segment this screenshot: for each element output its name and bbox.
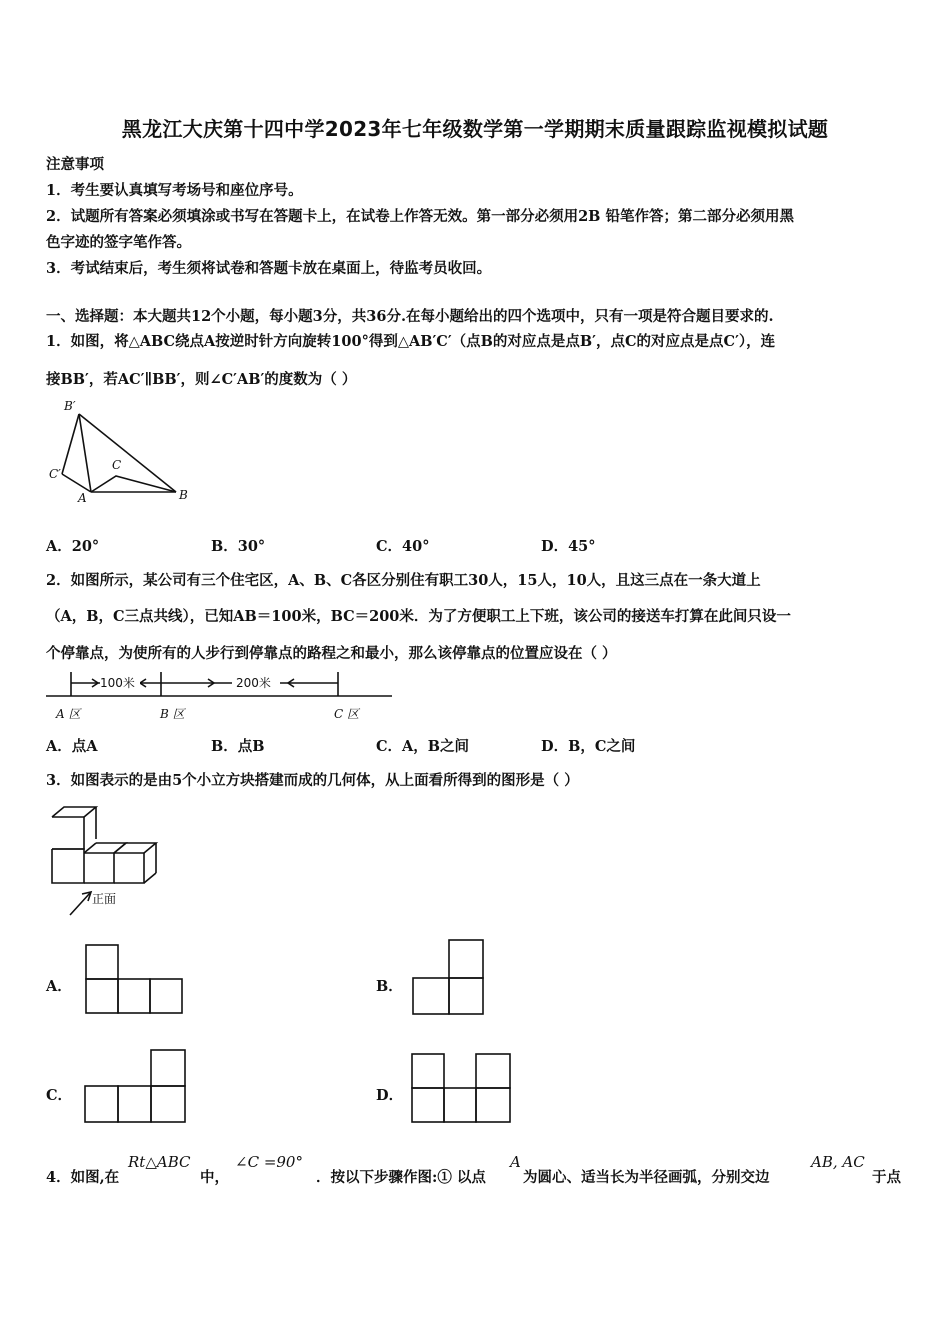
q1-option-d: D．45°	[541, 538, 596, 555]
segment-ab-prime	[79, 414, 91, 492]
q1-stem-line1: 1．如图，将△ABC绕点A按逆时针方向旋转100°得到△AB′C′（点B的对应点是点B′，点C的对应点是点C′），连	[46, 333, 776, 350]
q4-mid2: ．按以下步骤作图:① 以点	[316, 1169, 486, 1186]
cube-front	[52, 817, 84, 849]
q1-option-a: A．20°	[46, 538, 100, 555]
front-arrow	[70, 893, 90, 915]
q2-option-a: A．点A	[46, 738, 98, 755]
q2-option-c: C．A，B之间	[376, 738, 470, 755]
page-title: 黑龙江大庆第十四中学2023年七年级数学第一学期期末质量跟踪监视模拟试题	[121, 117, 829, 141]
q3-option-a-label: A．	[46, 978, 72, 995]
label-b-prime: B′	[64, 399, 76, 413]
q3-option-c-label: C．	[46, 1087, 73, 1104]
label-c: C	[112, 458, 122, 472]
label-a: A	[78, 491, 87, 505]
q3-option-b-figure	[413, 940, 488, 1018]
q4-suffix: 于点	[872, 1169, 901, 1186]
label-b-zone: B 区	[160, 707, 185, 721]
q3-option-d-figure	[412, 1054, 516, 1126]
q4-sides: AB, AC	[811, 1153, 865, 1171]
dist-bc: 200米	[236, 676, 271, 690]
dist-ab: 100米	[100, 676, 135, 690]
notice-item: 2．试题所有答案必须填涂或书写在答题卡上，在试卷上作答无效。第一部分必须用2B 铅笔作答；第二部分必须用黑	[46, 208, 794, 225]
q2-stem-line1: 2．如图所示，某公司有三个住宅区，A、B、C各区分别住有职工30人，15人，10人，且这三点在一条大道上	[46, 572, 761, 589]
label-b: B	[179, 488, 188, 502]
notice-heading: 注意事项	[46, 156, 104, 173]
q4-angle: ∠C =90°	[235, 1153, 303, 1171]
cube-top	[114, 843, 156, 853]
q2-option-b: B．点B	[211, 738, 265, 755]
q3-option-d-label: D．	[376, 1087, 404, 1104]
q2-figure	[46, 668, 396, 726]
label-c-prime: C′	[49, 467, 61, 481]
cube-front	[84, 853, 114, 883]
cube-front	[114, 853, 144, 883]
q1-option-b: B．30°	[211, 538, 266, 555]
q3-stem: 3．如图表示的是由5个小立方块搭建而成的几何体，从上面看所得到的图形是（ ）	[46, 772, 579, 789]
segment-c-prime-a	[62, 474, 91, 492]
q3-solid-figure	[46, 805, 186, 920]
label-c-zone: C 区	[334, 707, 359, 721]
segment-c-prime-b-prime	[62, 414, 79, 474]
notice-item: 1．考生要认真填写考场号和座位序号。	[46, 182, 303, 199]
q1-stem-line2: 接BB′，若AC′∥BB′，则∠C′AB′的度数为（ ）	[46, 371, 357, 388]
cube-front	[52, 849, 84, 883]
segment-acb	[91, 476, 176, 492]
q4-mid1: 中，	[200, 1169, 229, 1186]
q1-option-c: C．40°	[376, 538, 430, 555]
label-a-zone: A 区	[56, 707, 81, 721]
q2-stem-line3: 个停靠点，为使所有的人步行到停靠点的路程之和最小，那么该停靠点的位置应设在（ ）	[46, 645, 617, 662]
q3-option-a-figure	[86, 945, 186, 1017]
q4-mid3: 为圆心、适当长为半径画弧，分别交边	[523, 1169, 770, 1186]
notice-item: 色字迹的签字笔作答。	[46, 234, 191, 251]
q4-point: A	[510, 1153, 521, 1171]
segment-b-prime-b	[79, 414, 176, 492]
q4-rt-triangle: Rt△ABC	[128, 1153, 191, 1171]
q3-option-b-label: B．	[376, 978, 403, 995]
section-heading: 一、选择题：本大题共12个小题，每小题3分，共36分.在每小题给出的四个选项中，只有一项是符合题目要求的.	[46, 308, 774, 325]
front-label: 正面	[92, 892, 117, 906]
q2-option-d: D．B，C之间	[541, 738, 636, 755]
q2-stem-line2: （A，B，C三点共线），已知AB＝100米，BC＝200米．为了方便职工上下班，该公司的接送车打算在此间只设一	[46, 608, 791, 625]
q3-option-c-figure	[85, 1050, 189, 1126]
cube-top	[52, 807, 96, 817]
cube-top	[96, 843, 126, 853]
notice-item: 3．考试结束后，考生须将试卷和答题卡放在桌面上，待监考员收回。	[46, 260, 492, 277]
q1-figure	[46, 396, 206, 516]
q4-prefix: 4．如图,在	[46, 1169, 120, 1186]
